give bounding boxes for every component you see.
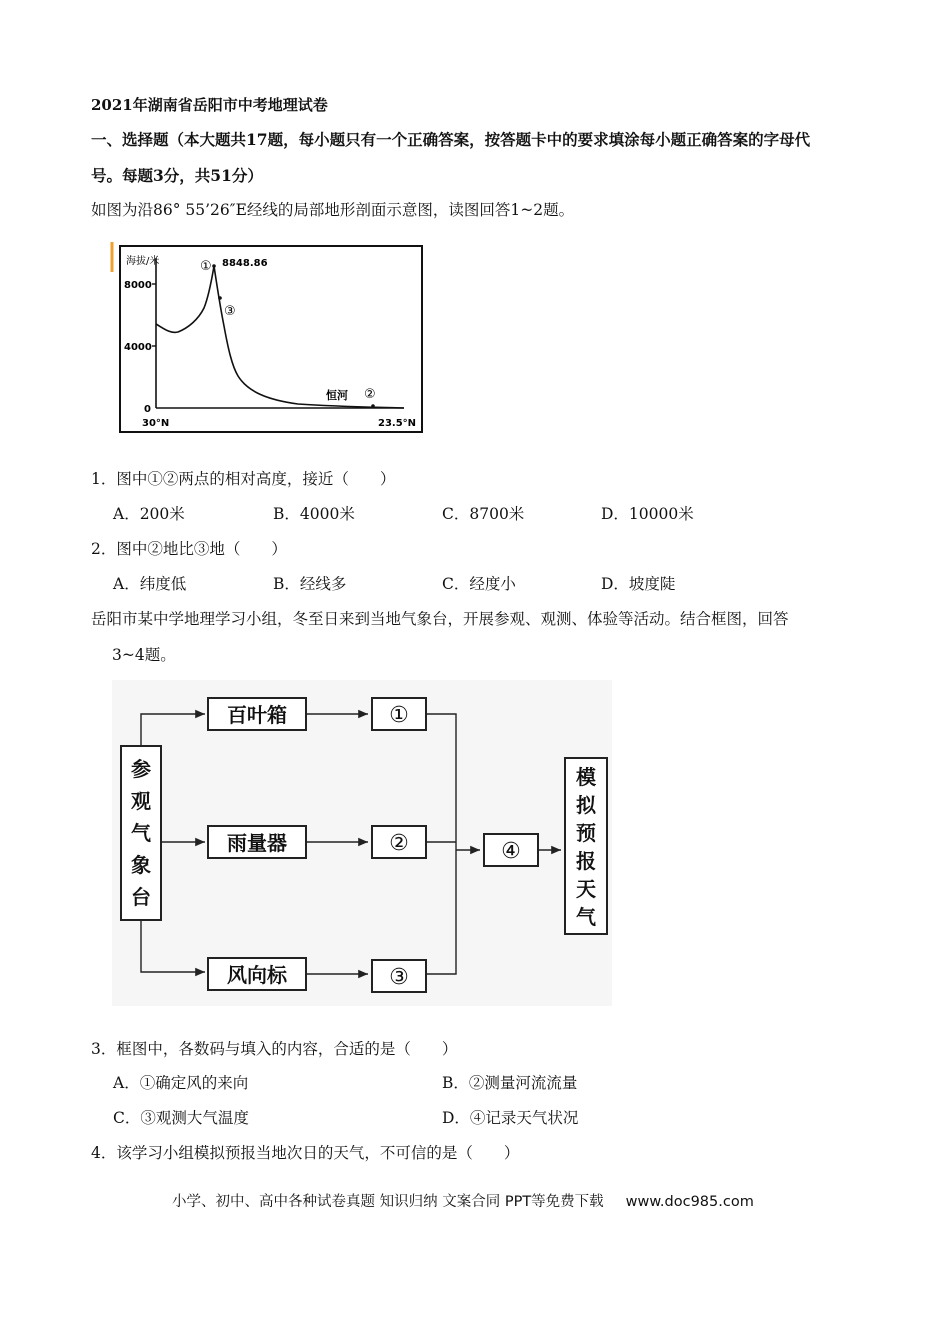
instrument-label-3: 风向标 [227,963,287,987]
blank-marker-2: ② [389,831,409,856]
q1-option-a[interactable]: A．200米 [113,505,185,523]
intro-q3-4-line1: 岳阳市某中学地理学习小组，冬至日来到当地气象台，开展参观、观测、体验等活动。结合框图，回答 [91,610,789,628]
peak-point [212,264,216,268]
source-char-4: 象 [131,853,151,877]
target-char-3: 预 [576,821,596,845]
section-heading-line1: 一、选择题（本大题共17题，每小题只有一个正确答案，按答题卡中的要求填涂每小题正确答案的字母代 [91,130,811,149]
intro-q3-4-line2: 3~4题。 [112,646,176,664]
target-char-4: 报 [576,849,596,873]
question-4: 4．该学习小组模拟预报当地次日的天气，不可信的是（ ） [91,1144,520,1162]
q1-option-c[interactable]: C．8700米 [442,505,525,523]
point-2 [371,404,375,408]
target-char-6: 气 [576,905,596,929]
q3-option-d[interactable]: D．④记录天气状况 [442,1109,579,1127]
footer-text: 小学、初中、高中各种试卷真题 知识归纳 文案合同 PPT等免费下载 [172,1194,604,1210]
q2-option-d[interactable]: D．坡度陡 [601,575,676,593]
footer-url-link[interactable]: www.doc985.com [625,1194,754,1210]
question-2: 2．图中②地比③地（ ） [91,540,287,558]
point-2-marker: ② [364,387,376,402]
source-char-2: 观 [131,789,151,813]
q2-option-c[interactable]: C．经度小 [442,575,516,593]
instrument-label-1: 百叶箱 [227,703,287,727]
intro-q1-2: 如图为沿86° 55’26″E经线的局部地形剖面示意图，读图回答1~2题。 [91,201,575,219]
y-tick-4000: 4000 [124,342,152,353]
figure-frame [120,246,422,432]
river-label: 恒河 [326,389,348,402]
y-axis-label: 海拔/米 [126,256,160,267]
x-label-left: 30°N [142,418,170,429]
terrain-profile-figure [108,236,424,436]
q3-option-c[interactable]: C．③观测大气温度 [113,1109,249,1127]
y-tick-0: 0 [144,404,151,415]
x-label-right: 23.5°N [378,418,417,429]
exam-title: 2021年湖南省岳阳市中考地理试卷 [91,96,328,114]
source-char-5: 台 [131,885,151,909]
q3-option-a[interactable]: A．①确定风的来向 [113,1074,249,1092]
source-char-1: 参 [131,757,151,781]
target-char-2: 拟 [576,793,596,817]
q2-option-a[interactable]: A．纬度低 [113,575,187,593]
y-tick-8000: 8000 [124,280,152,291]
blank-marker-1: ① [389,703,409,728]
q2-option-b[interactable]: B．经线多 [273,575,347,593]
weather-station-flowchart [112,680,612,1006]
peak-elevation: 8848.86 [222,258,268,269]
page-footer [172,1190,754,1211]
point-3 [218,296,222,300]
q1-option-b[interactable]: B．4000米 [273,505,355,523]
target-char-5: 天 [576,877,596,901]
peak-marker: ① [200,259,212,274]
target-char-1: 模 [576,765,596,789]
point-3-marker: ③ [224,304,236,319]
question-1: 1．图中①②两点的相对高度，接近（ ） [91,470,396,488]
instrument-label-2: 雨量器 [227,831,287,855]
source-char-3: 气 [131,821,151,845]
q3-option-b[interactable]: B．②测量河流流量 [442,1074,578,1092]
blank-marker-3: ③ [389,965,409,990]
q1-option-d[interactable]: D．10000米 [601,505,694,523]
question-3: 3．框图中，各数码与填入的内容，合适的是（ ） [91,1040,458,1058]
merge-marker: ④ [501,839,521,864]
section-heading-line2: 号。每题3分，共51分） [91,166,263,185]
